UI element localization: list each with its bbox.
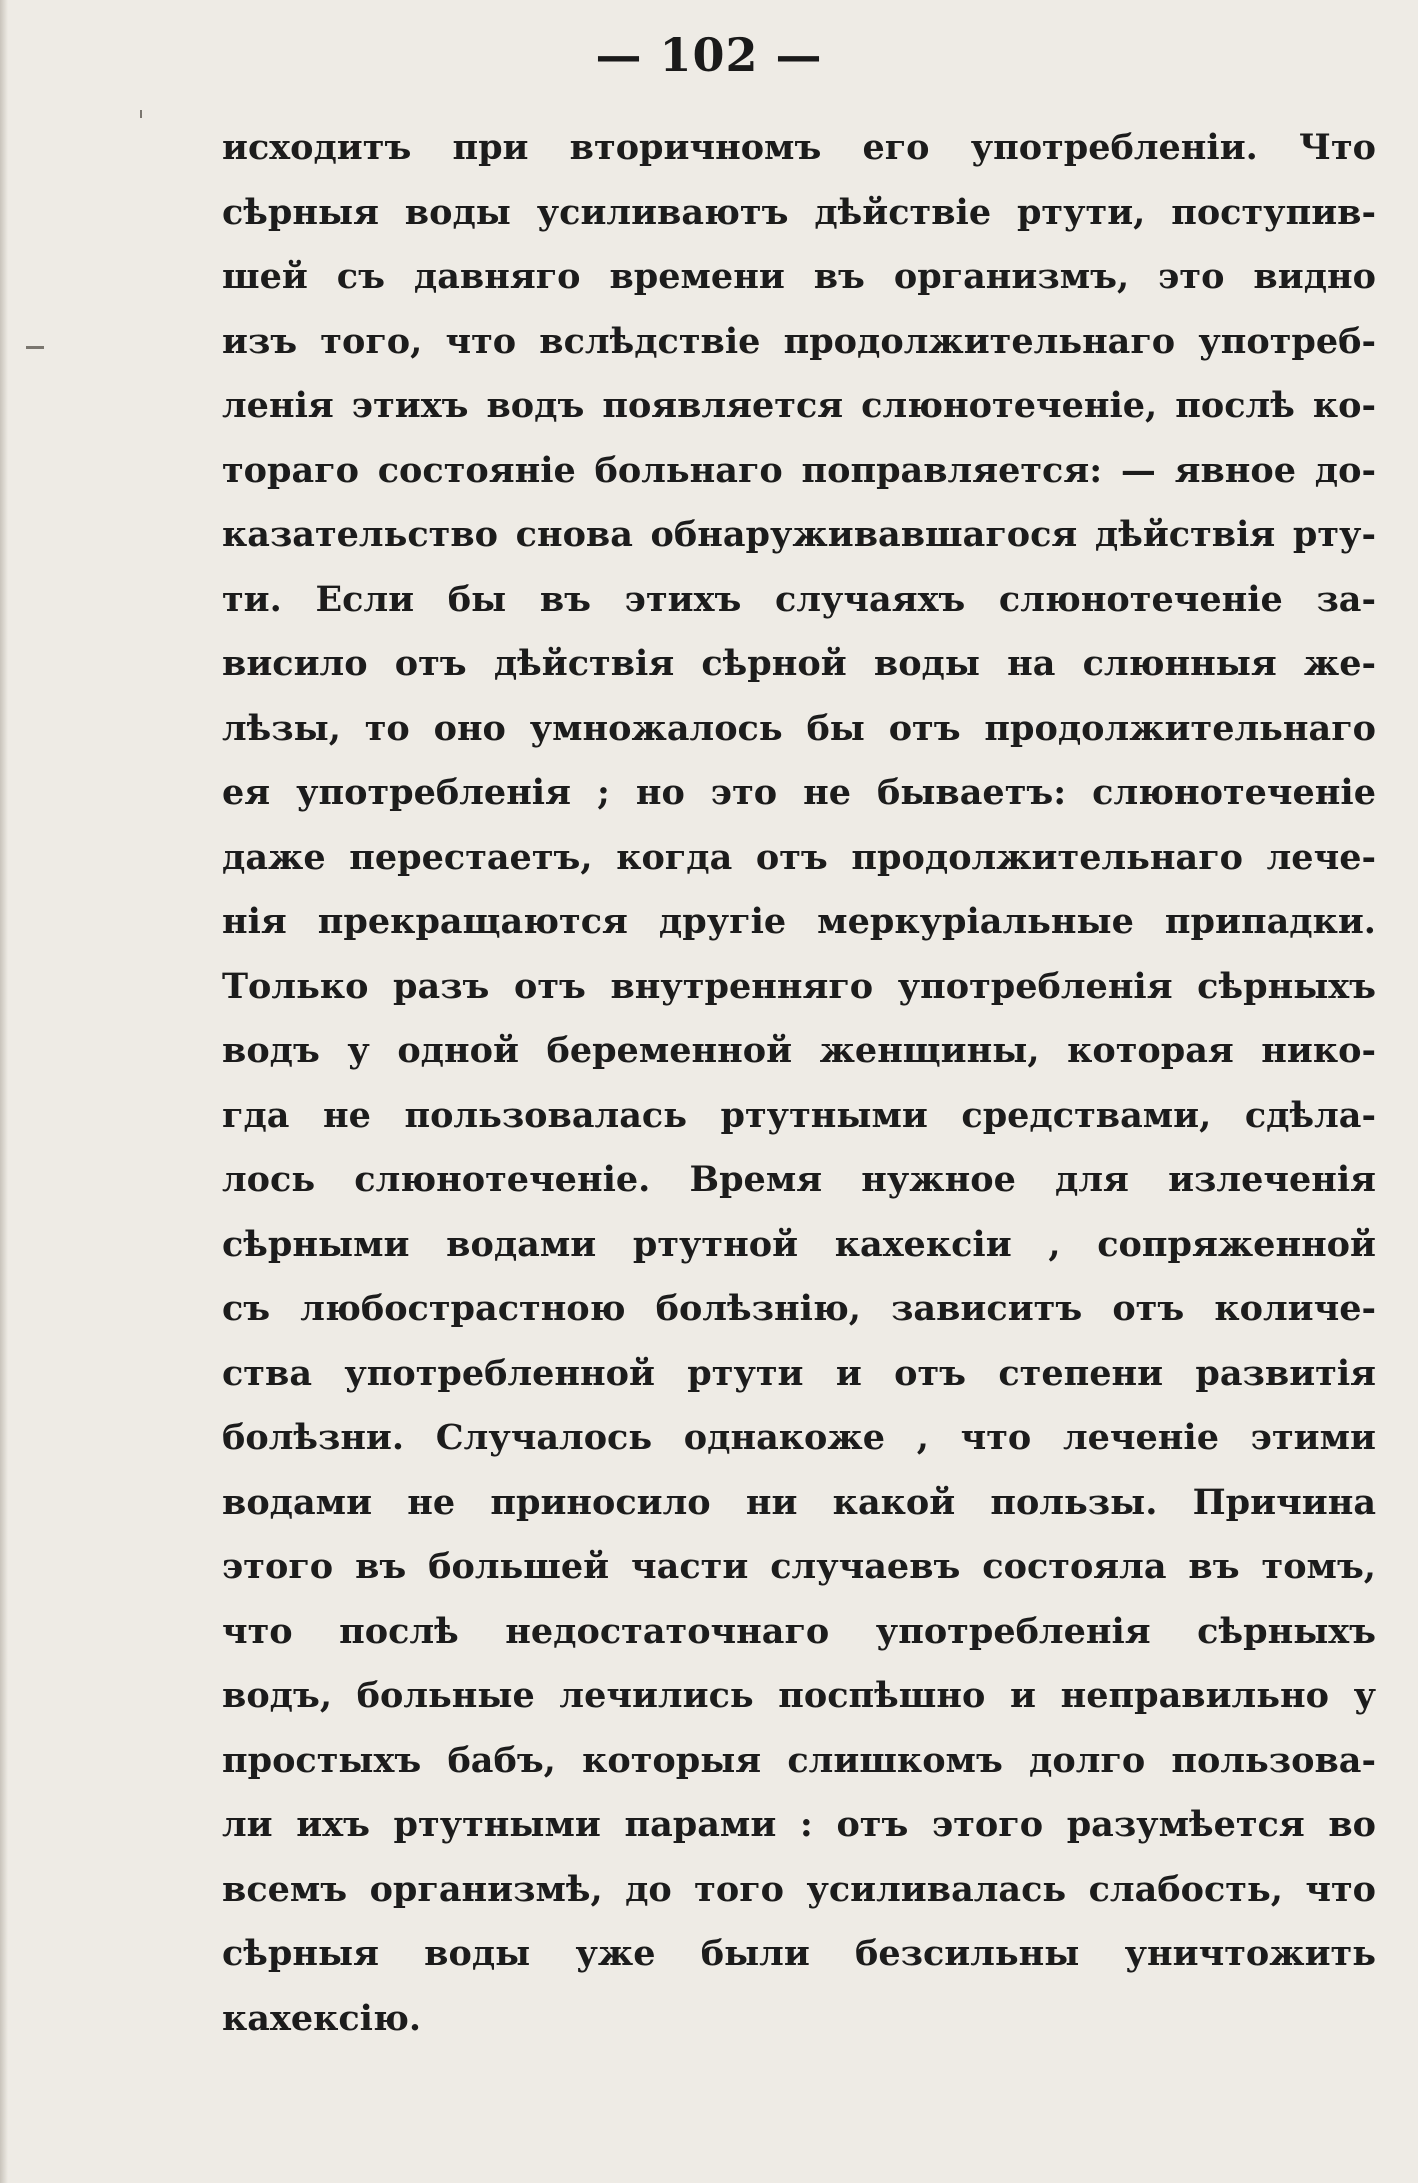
text-line: водъ у одной беременной женщины, которая нико- xyxy=(222,1030,1376,1071)
text-line: ея употребленія ; но это не бываетъ: слюнотеченіе xyxy=(222,772,1376,813)
text-line: висило отъ дѣйствія сѣрной воды на слюнныя же- xyxy=(222,643,1376,684)
stray-mark xyxy=(26,346,44,349)
text-line: простыхъ бабъ, которыя слишкомъ долго пользова- xyxy=(222,1739,1376,1781)
text-line: шей съ давняго времени въ организмъ, это видно xyxy=(222,256,1376,297)
text-line: ти. Если бы въ этихъ случаяхъ слюнотеченіе за- xyxy=(222,578,1376,620)
text-line: гда не пользовалась ртутными средствами, сдѣла- xyxy=(222,1094,1376,1136)
page-number: — 102 — xyxy=(595,28,823,82)
text-line: лось слюнотеченіе. Время нужное для излеченія xyxy=(222,1159,1376,1200)
text-line: ства употребленной ртути и отъ степени развитія xyxy=(222,1352,1376,1394)
text-line: что послѣ недостаточнаго употребленія сѣрныхъ xyxy=(222,1610,1376,1652)
text-line: сѣрными водами ртутной кахексіи , сопряженной xyxy=(222,1223,1376,1265)
text-line: исходитъ при вторичномъ его употребленіи. Что xyxy=(222,127,1376,168)
text-line: водами не приносило ни какой пользы. Причина xyxy=(222,1481,1376,1523)
text-line: Только разъ отъ внутренняго употребленія сѣрныхъ xyxy=(222,965,1376,1007)
text-line: всемъ организмѣ, до того усиливалась слабость, что xyxy=(222,1868,1376,1910)
text-line: ленія этихъ водъ появляется слюнотеченіе, послѣ ко- xyxy=(222,385,1376,426)
text-line: нія прекращаются другіе меркуріальные припадки. xyxy=(222,901,1376,942)
text-line: тораго состояніе больнаго поправляется: — явное до- xyxy=(222,449,1376,491)
body-text xyxy=(222,116,1376,2051)
text-line: сѣрныя воды уже были безсильны уничтожить xyxy=(222,1933,1376,1974)
text-line: лѣзы, то оно умножалось бы отъ продолжительнаго xyxy=(222,707,1376,749)
text-line: съ любострастною болѣзнію, зависитъ отъ количе- xyxy=(222,1288,1376,1329)
stray-mark xyxy=(140,110,142,118)
text-line: изъ того, что вслѣдствіе продолжительнаго употреб- xyxy=(222,320,1376,362)
text-line: этого въ большей части случаевъ состояла въ томъ, xyxy=(222,1546,1376,1587)
text-line: сѣрныя воды усиливаютъ дѣйствіе ртути, поступив- xyxy=(222,191,1376,233)
text-line: кахексію. xyxy=(222,1997,422,2039)
text-line: болѣзни. Случалось однакоже , что леченіе этими xyxy=(222,1417,1376,1458)
text-line: ли ихъ ртутными парами : отъ этого разумѣется во xyxy=(222,1804,1376,1845)
text-line: водъ, больные лечились поспѣшно и неправильно у xyxy=(222,1675,1376,1716)
page-binding-edge xyxy=(0,0,8,2183)
text-line: даже перестаетъ, когда отъ продолжительнаго лече- xyxy=(222,836,1376,878)
text-line: казательство снова обнаруживавшагося дѣйствія рту- xyxy=(222,514,1376,555)
